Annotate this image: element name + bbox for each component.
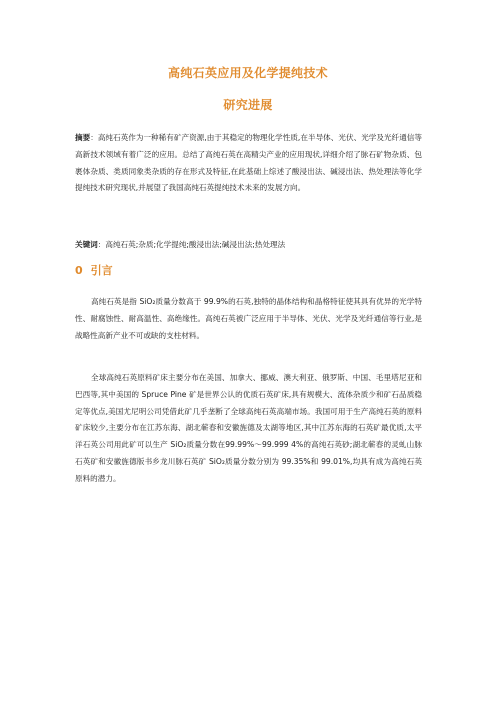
- keywords-label: 关键词: [75, 240, 98, 249]
- section-number: 0: [75, 264, 83, 277]
- paragraph-2: 全球高纯石英原料矿床主要分布在美国、加拿大、挪威、澳大利亚、俄罗斯、中国、毛里塔尼亚和巴西等,其中美国的 Spruce Pine 矿是世界公认的优质石英矿床,具有规模大、流体杂质少和矿石品质稳定等优点,美国尤尼明公司凭借此矿几乎垄断了全球高纯石英高端市场。我国可用于生产高纯石英的原料矿床较少,主要分布在江苏东海、湖北蕲春和安徽旌德及太湖等地区,其中江苏东海的石英矿最优质,太平洋石英公司用此矿可以生产 SiO₂质量分数在99.99%～99.999 4%的高纯石英砂;湖北蕲春的灵虬山脉石英矿和安徽旌德版书乡龙川脉石英矿 SiO₂质量分数分别为 99.35%和 99.01%,均具有成为高纯石英原料的潜力。: [75, 373, 422, 483]
- paragraph-1: 高纯石英是指 SiO₂质量分数高于 99.9%的石英,独特的晶体结构和晶格特征使其具有优异的光学特性、耐腐蚀性、耐高温性、高绝缘性。高纯石英被广泛应用于半导体、光伏、光学及光纤通信等行业,是战略性高新产业不可或缺的支柱材料。: [75, 297, 422, 340]
- abstract-text: ：高纯石英作为一种稀有矿产资源,由于其稳定的物理化学性质,在半导体、光伏、光学及光纤通信等高新技术领域有着广泛的应用。总结了高纯石英在高精尖产业的应用现状,详细介绍了脉石矿物杂质、包裹体杂质、类质同象类杂质的存在形式及特征,在此基础上综述了酸浸出法、碱浸出法、热处理法等化学提纯技术研究现状,并展望了我国高纯石英提纯技术未来的发展方向。: [75, 133, 423, 193]
- keywords: [75, 237, 422, 254]
- section-heading: [75, 262, 113, 278]
- document-title-line-2: 研究进展: [223, 98, 273, 112]
- section-title: 引言: [90, 264, 113, 277]
- abstract-label: 摘要: [75, 133, 91, 142]
- keywords-text: ：高纯石英;杂质;化学提纯;酸浸出法;碱浸出法;热处理法: [97, 240, 286, 249]
- abstract: [75, 130, 422, 197]
- document-title-line-1: 高纯石英应用及化学提纯技术: [168, 66, 328, 80]
